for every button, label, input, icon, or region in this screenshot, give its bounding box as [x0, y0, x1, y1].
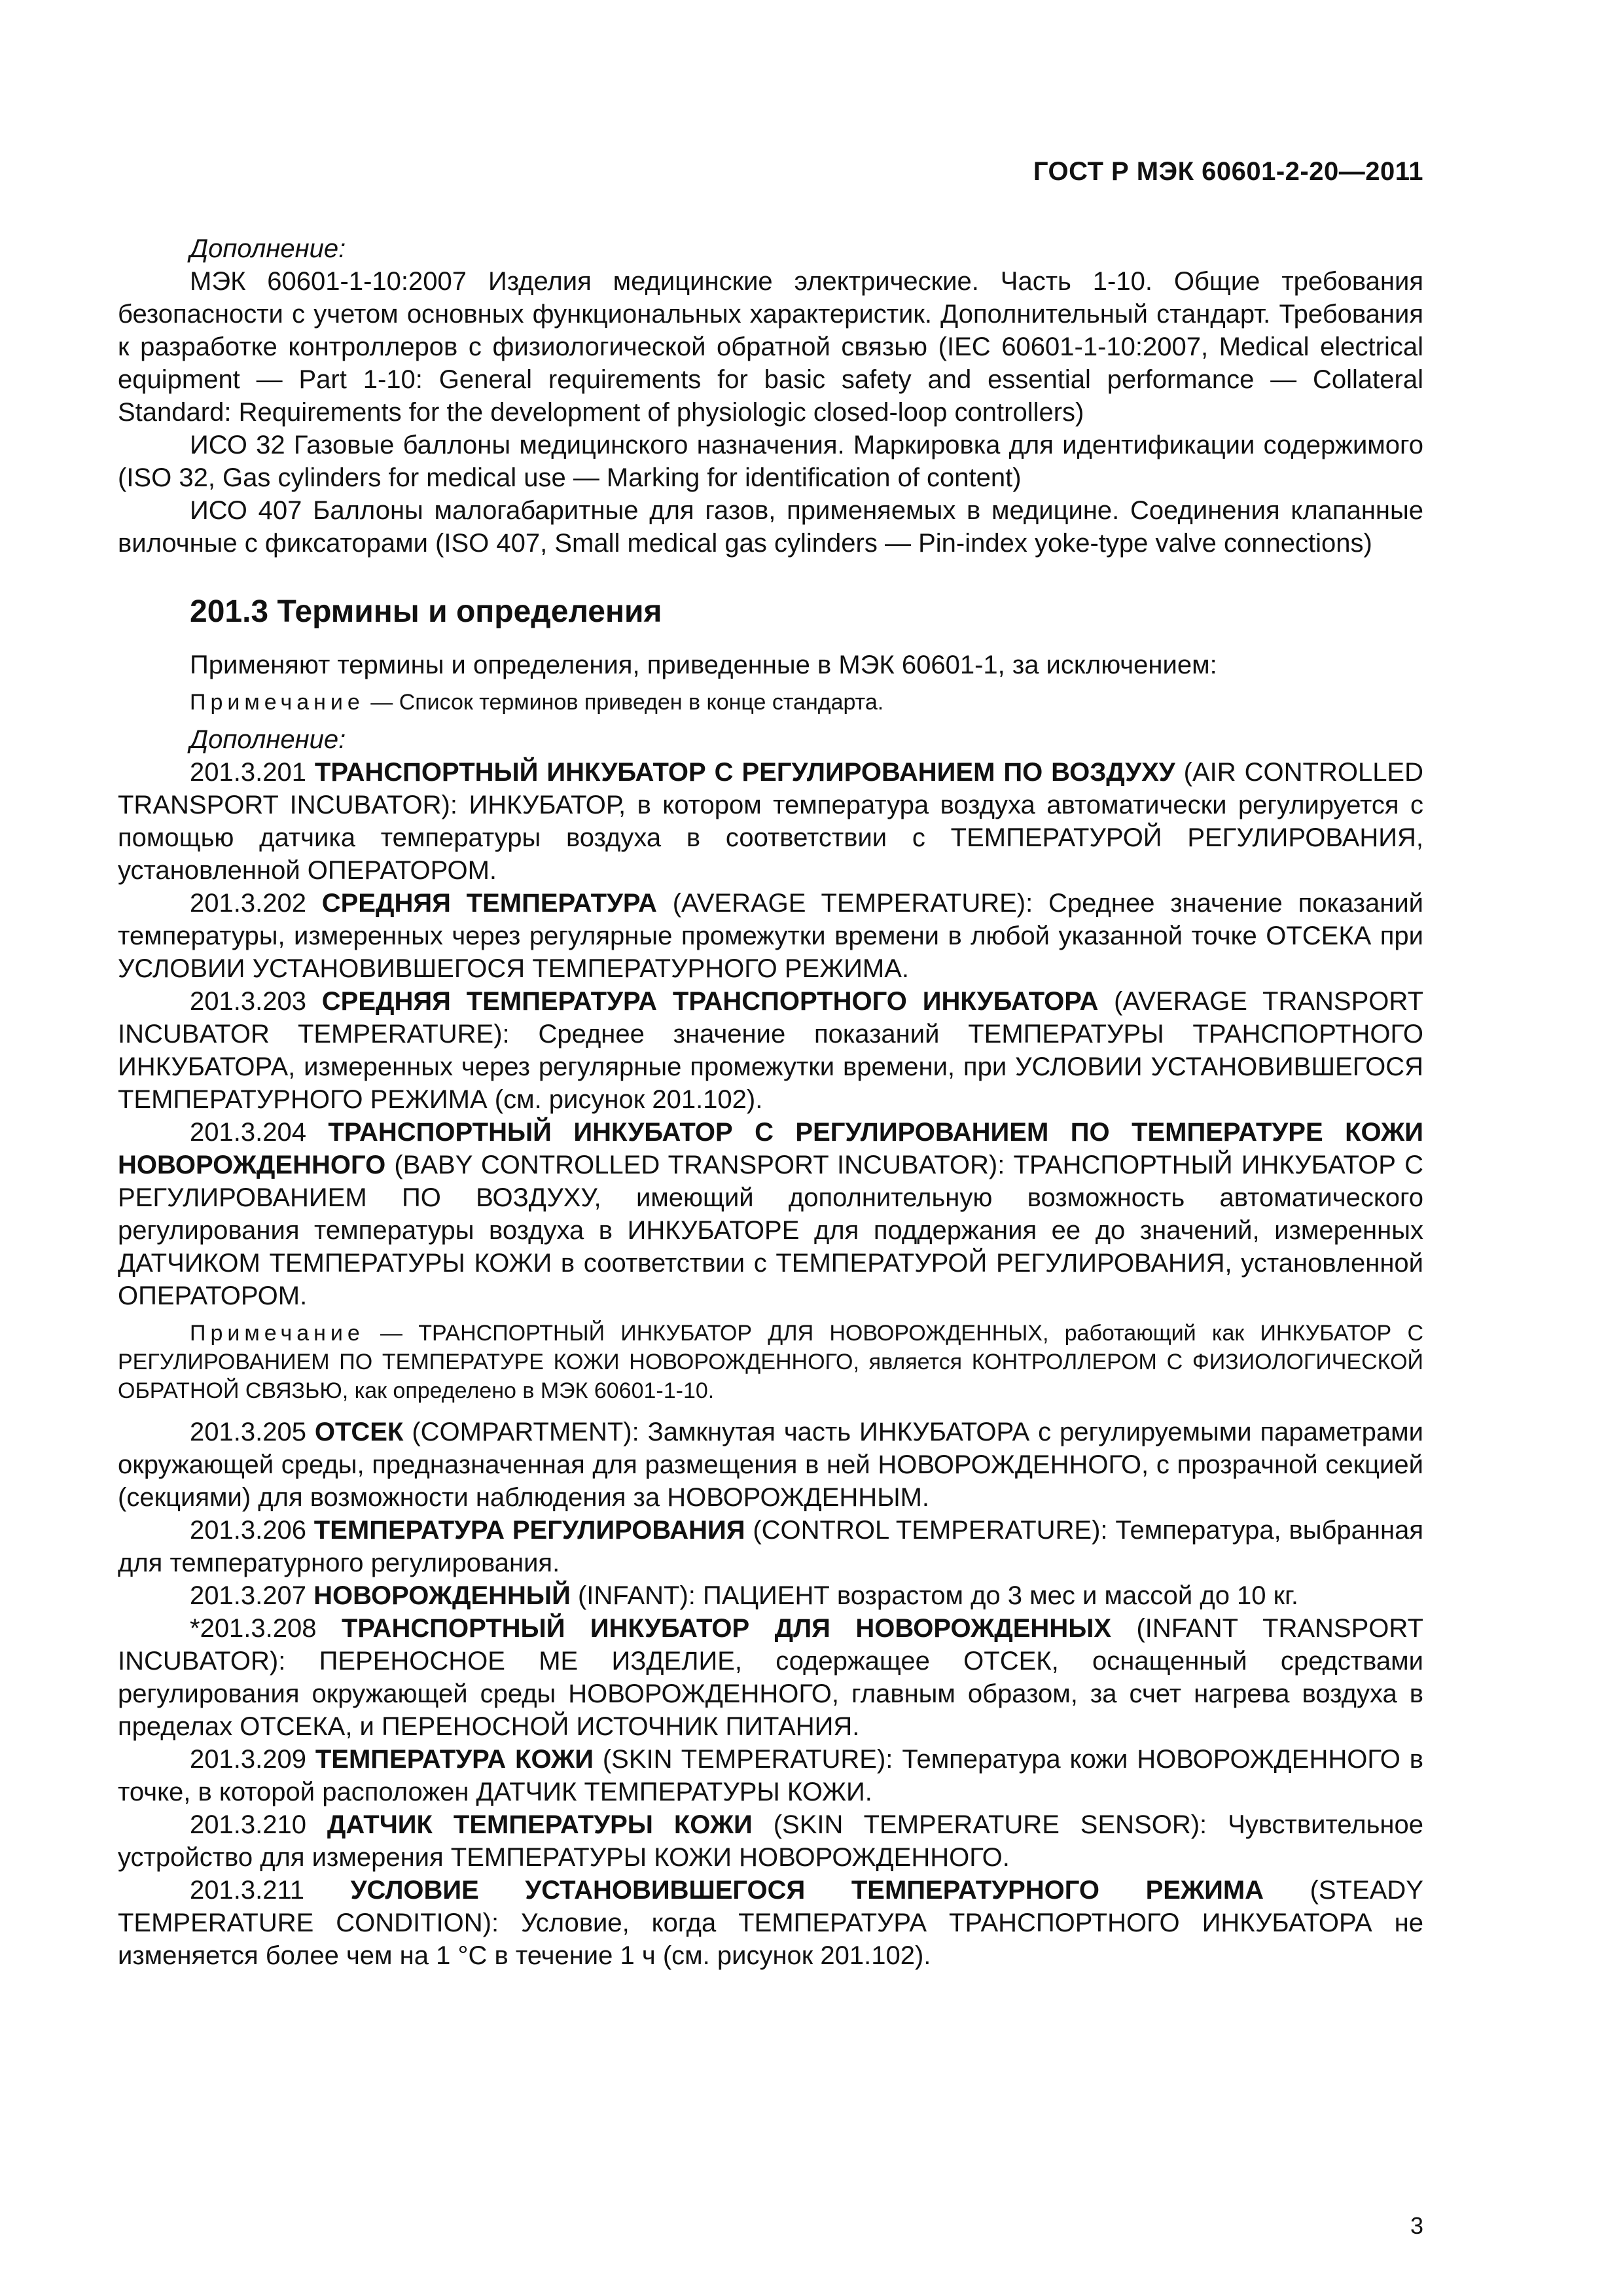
term-definition: [118, 1416, 1423, 1514]
term-text: (SKIN TEMPERATURE): Температура кожи НОВОРОЖДЕННОГО в точке, в которой расположен ДАТЧИК ТЕМПЕРАТУРЫ КОЖИ.: [118, 1745, 1424, 1806]
reference-item: МЭК 60601-1-10:2007 Изделия медицинские электрические. Часть 1-10. Общие требования безопасности с учетом основных функциональных характеристик. Дополнительный стандарт. Требования к разработке контроллеров с физиологической обратной связью (IEC 60601-1-10:2007, Medical electrical equipment — Part 1-10: General requirements for basic safety and essential performance — Collateral Standard: Requirements for the development of physiologic closed-loop controllers): [118, 267, 1423, 427]
term-definition: [118, 1116, 1423, 1312]
addition-label: Дополнение:: [190, 725, 346, 754]
term-name: ТРАНСПОРТНЫЙ ИНКУБАТОР С РЕГУЛИРОВАНИЕМ ПО ВОЗДУХУ: [314, 758, 1175, 787]
note-label: Примечание: [190, 690, 365, 715]
note-label: Примечание: [190, 1321, 365, 1346]
term-number: 201.3.203: [190, 987, 322, 1016]
term-name: УСЛОВИЕ УСТАНОВИВШЕГОСЯ ТЕМПЕРАТУРНОГО РЕЖИМА: [350, 1876, 1264, 1905]
term-number: *201.3.208: [190, 1614, 342, 1643]
term-number: 201.3.205: [190, 1418, 315, 1446]
term-name: ТРАНСПОРТНЫЙ ИНКУБАТОР С РЕГУЛИРОВАНИЕМ ПО ТЕМПЕРАТУРЕ КОЖИ НОВОРОЖДЕННОГО: [118, 1118, 1424, 1179]
term-name: ТРАНСПОРТНЫЙ ИНКУБАТОР ДЛЯ НОВОРОЖДЕННЫХ: [341, 1614, 1112, 1643]
note-text: — ТРАНСПОРТНЫЙ ИНКУБАТОР ДЛЯ НОВОРОЖДЕННЫХ, работающий как ИНКУБАТОР С РЕГУЛИРОВАНИЕМ ПО ТЕМПЕРАТУРЕ КОЖИ НОВОРОЖДЕННОГО, является КОНТРОЛЛЕРОМ С ФИЗИОЛОГИЧЕСКОЙ ОБРАТНОЙ СВЯЗЬЮ, как определено в МЭК 60601-1-10.: [118, 1321, 1423, 1403]
term-definition: [118, 1579, 1423, 1612]
term-name: НОВОРОЖДЕННЫЙ: [313, 1581, 571, 1610]
term-number: 201.3.211: [190, 1876, 351, 1905]
term-text: (BABY CONTROLLED TRANSPORT INCUBATOR): ТРАНСПОРТНЫЙ ИНКУБАТОР С РЕГУЛИРОВАНИЕМ ПО ВОЗДУХУ, имеющий дополнительную возможность автоматического регулирования температуры воздуха в ИНКУБАТОРЕ для поддержания ее до значений, измеренных ДАТЧИКОМ ТЕМПЕРАТУРЫ КОЖИ в соответствии с ТЕМПЕРАТУРОЙ РЕГУЛИРОВАНИЯ, установленной ОПЕРАТОРОМ.: [118, 1151, 1423, 1310]
reference-item: ИСО 407 Баллоны малогабаритные для газов, применяемых в медицине. Соединения клапанные вилочные с фиксаторами (ISO 407, Small medical gas cylinders — Pin-index yoke-type valve connections): [118, 496, 1423, 558]
term-number: 201.3.209: [190, 1745, 315, 1774]
reference-item: ИСО 32 Газовые баллоны медицинского назначения. Маркировка для идентификации содержимого (ISO 32, Gas cylinders for medical use — Marking for identification of content): [118, 431, 1423, 492]
page-number: 3: [1410, 2212, 1423, 2239]
term-name: ОТСЕК: [314, 1418, 404, 1446]
term-text: (COMPARTMENT): Замкнутая часть ИНКУБАТОРА с регулируемыми параметрами окружающей среды, предназначенная для размещения в ней НОВОРОЖДЕННОГО, с прозрачной секцией (секциями) для возможности наблюдения за НОВОРОЖДЕННЫМ.: [118, 1418, 1423, 1512]
term-definition: [118, 1612, 1423, 1743]
term-text: (SKIN TEMPERATURE SENSOR): Чувствительное устройство для измерения ТЕМПЕРАТУРЫ КОЖИ НОВОРОЖДЕННОГО.: [118, 1810, 1423, 1872]
standard-designation: ГОСТ Р МЭК 60601-2-20—2011: [1033, 157, 1423, 186]
term-text: (CONTROL TEMPERATURE): Температура, выбранная для температурного регулирования.: [118, 1516, 1424, 1577]
addition-label: Дополнение:: [190, 234, 346, 263]
term-name: ДАТЧИК ТЕМПЕРАТУРЫ КОЖИ: [327, 1810, 753, 1839]
section-heading: 201.3 Термины и определения: [190, 594, 662, 629]
term-name: ТЕМПЕРАТУРА КОЖИ: [315, 1745, 594, 1774]
term-number: 201.3.201: [190, 758, 315, 787]
note-text: — Список терминов приведен в конце стандарта.: [364, 690, 884, 715]
term-definition: [118, 985, 1423, 1116]
term-definition: [118, 1874, 1423, 1972]
page-body: [118, 232, 1423, 1972]
term-definition: [118, 1743, 1423, 1808]
note: [118, 688, 1423, 717]
term-number: 201.3.210: [190, 1810, 327, 1839]
term-definition: [118, 1514, 1423, 1579]
term-name: ТЕМПЕРАТУРА РЕГУЛИРОВАНИЯ: [313, 1516, 745, 1545]
term-text: (INFANT): ПАЦИЕНТ возрастом до 3 мес и массой до 10 кг.: [570, 1581, 1298, 1610]
term-number: 201.3.202: [190, 889, 322, 918]
term-name: СРЕДНЯЯ ТЕМПЕРАТУРА: [321, 889, 657, 918]
section-intro: Применяют термины и определения, приведенные в МЭК 60601-1, за исключением:: [190, 651, 1217, 679]
term-definition: [118, 1808, 1423, 1874]
term-text: (AVERAGE TRANSPORT INCUBATOR TEMPERATURE): Среднее значение показаний ТЕМПЕРАТУРЫ ТРАНСПОРТНОГО ИНКУБАТОРА, измеренных через регулярные промежутки времени, при УСЛОВИИ УСТАНОВИВШЕГОСЯ ТЕМПЕРАТУРНОГО РЕЖИМА (см. рисунок 201.102).: [118, 987, 1423, 1114]
term-text: (INFANT TRANSPORT INCUBATOR): ПЕРЕНОСНОЕ МЕ ИЗДЕЛИЕ, содержащее ОТСЕК, оснащенный средствами регулирования окружающей среды НОВОРОЖДЕННОГО, главным образом, за счет нагрева воздуха в пределах ОТСЕКА, и ПЕРЕНОСНОЙ ИСТОЧНИК ПИТАНИЯ.: [118, 1614, 1423, 1741]
note: [118, 1319, 1423, 1405]
term-number: 201.3.206: [190, 1516, 314, 1545]
term-text: (AIR CONTROLLED TRANSPORT INCUBATOR): ИНКУБАТОР, в котором температура воздуха автоматически регулируется с помощью датчика температуры воздуха в соответствии с ТЕМПЕРАТУРОЙ РЕГУЛИРОВАНИЯ, установленной ОПЕРАТОРОМ.: [118, 758, 1423, 885]
term-number: 201.3.207: [190, 1581, 314, 1610]
term-text: (STEADY TEMPERATURE CONDITION): Условие, когда ТЕМПЕРАТУРА ТРАНСПОРТНОГО ИНКУБАТОРА не изменяется более чем на 1 °С в течение 1 ч (см. рисунок 201.102).: [118, 1876, 1423, 1970]
term-definition: [118, 756, 1423, 887]
term-text: (AVERAGE TEMPERATURE): Среднее значение показаний температуры, измеренных через регулярные промежутки времени в любой указанной точке ОТСЕКА при УСЛОВИИ УСТАНОВИВШЕГОСЯ ТЕМПЕРАТУРНОГО РЕЖИМА.: [118, 889, 1424, 983]
term-definition: [118, 887, 1423, 985]
term-name: СРЕДНЯЯ ТЕМПЕРАТУРА ТРАНСПОРТНОГО ИНКУБАТОРА: [321, 987, 1099, 1016]
term-number: 201.3.204: [190, 1118, 329, 1147]
